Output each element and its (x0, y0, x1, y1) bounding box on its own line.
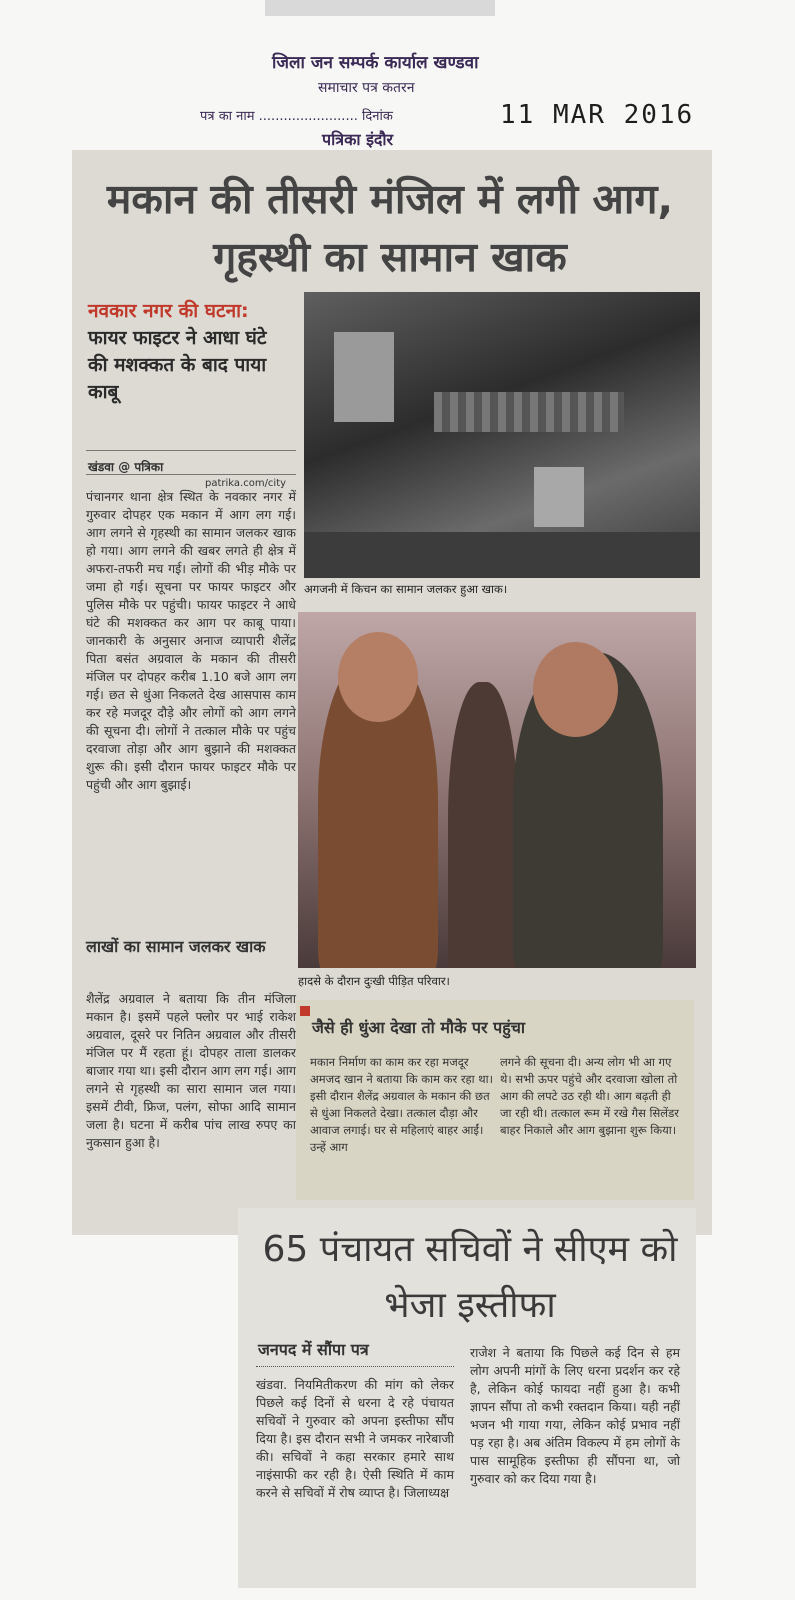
article1-body-part1: पंचानगर थाना क्षेत्र स्थित के नवकार नगर में गुरुवार दोपहर एक मकान में आग लग गई। आग लगने से गृहस्थी का सामान जलकर खाक हो गया। आग लगने की खबर लगते ही क्षेत्र में अफरा-तफरी मच गई। लोगों की भीड़ मौके पर जमा हो गई। सूचना पर फायर फाइटर और पुलिस मौके पर पहुंची। फायर फाइटर ने आधे घंटे की मशक्कत कर आग पर काबू पाया। जानकारी के अनुसार अनाज व्यापारी शैलेंद्र पिता बसंत अग्रवाल के मकान की तीसरी मंजिल पर दोपहर करीब 1.10 बजे आग लग गई। छत से धुंआ निकलते देख आसपास काम कर रहे मजदूर दौड़े और लोगों को आग लगने की सूचना दी। लोगों ने तत्काल मौके पर पहुंच दरवाजा तोड़ा और आग बुझाने की मशक्कत शुरू की। इसी दौरान फायर फाइटर मौके पर पहुंची और आग बुझाई। (86, 489, 296, 792)
scan-edge (265, 0, 495, 16)
article1-kicker (88, 298, 288, 406)
article2-headline: 65 पंचायत सचिवों ने सीएम को भेजा इस्तीफा (262, 1229, 678, 1326)
photo-burnt-kitchen (304, 292, 700, 578)
kicker-location: नवकार नगर की घटना: (88, 300, 249, 322)
box-text-col2: लगने की सूचना दी। अन्य लोग भी आ गए थे। सभी ऊपर पहुंचे और दरवाजा खोला तो आग की लपटे उठ रही थी। आग बढ़ती ही जा रही थी। तत्काल रूम में रखे गैस सिलेंडर बाहर निकाले और आग बुझाना शुरू किया। (500, 1055, 679, 1137)
article2-subhead: जनपद में सौंपा पत्र (258, 1340, 369, 1359)
box-title: जैसे ही धुंआ देखा तो मौके पर पहुंचा (312, 1018, 526, 1037)
article1-byline: खंडवा @ पत्रिका (88, 460, 164, 474)
divider (86, 474, 296, 475)
stamp-paper-label: पत्र का नाम ........................ दिनांक (200, 109, 393, 124)
article1-headline: मकान की तीसरी मंजिल में लगी आग, गृहस्थी का सामान खाक (106, 175, 674, 281)
box-text-col1: मकान निर्माण का काम कर रहा मजदूर अमजद खान ने बताया कि काम कर रहा था। इसी दौरान शैलेंद्र अग्रवाल के मकान की छत से धुंआ निकलते देखा। तत्काल दौड़ा और आवाज लगाई। घर से महिलाएं बाहर आईं। उन्हें आग (310, 1055, 493, 1154)
divider (256, 1366, 454, 1368)
article1-body-part2: शैलेंद्र अग्रवाल ने बताया कि तीन मंजिला मकान है। इसमें पहले फ्लोर पर भाई राकेश अग्रवाल, दूसरे पर नितिन अग्रवाल और तीसरी मंजिल पर मैं रहता हूं। दोपहर ताला डालकर बाजार गया था। इसी दौरान आग लग गई। आग लगने से गृहस्थी का सारा सामान जल गया। इसमें टीवी, फ्रिज, पलंग, सोफा आदि सामान जला है। घटना में करीब पांच लाख रुपए का नुकसान हुआ है। (86, 991, 296, 1150)
stamp-date: 11 MAR 2016 (500, 100, 695, 130)
box-marker (300, 1006, 310, 1016)
photo-affected-family (298, 612, 696, 968)
photo1-caption: अगजनी में किचन का सामान जलकर हुआ खाक। (304, 582, 508, 596)
paper-name: पत्रिका इंदौर (322, 130, 394, 149)
kicker-summary: फायर फाइटर ने आधा घंटे की मशक्कत के बाद पाया काबू (88, 327, 267, 403)
weblink: patrika.com/city (205, 478, 287, 489)
stamp-office: जिला जन सम्पर्क कार्याल खण्डवा (272, 53, 479, 73)
article2-body-col2: राजेश ने बताया कि पिछले कई दिन से हम लोग अपनी मांगों के लिए धरना प्रदर्शन कर रहे है, लेकिन कोई फायदा नहीं हुआ है। कभी ज्ञापन सौंपा तो कभी रक्तदान किया। यही नहीं भजन भी गाया गया, लेकिन कोई प्रभाव नहीं पड़ रहा है। अब अंतिम विकल्प में हम लोगों के पास सामूहिक इस्तीफा ही सौंपना था, जो गुरुवार को कर दिया गया है। (470, 1345, 680, 1486)
photo2-caption: हादसे के दौरान दुःखी पीड़ित परिवार। (298, 974, 450, 988)
stamp-title: समाचार पत्र कतरन (318, 80, 415, 96)
article2-body-col1: खंडवा. नियमितीकरण की मांग को लेकर पिछले कई दिनों से धरना दे रहे पंचायत सचिवों ने गुरुवार को अपना इस्तीफा सौंप दिया है। इस दौरान सभी ने जमकर नारेबाजी की। सचिवों ने कहा सरकार हमारे साथ नाइंसाफी कर रही है। ऐसी स्थिति में काम करने से सचिवों में रोष व्याप्त है। जिलाध्यक्ष (256, 1377, 454, 1500)
article1-subhead: लाखों का सामान जलकर खाक (86, 937, 266, 956)
divider (86, 450, 296, 451)
